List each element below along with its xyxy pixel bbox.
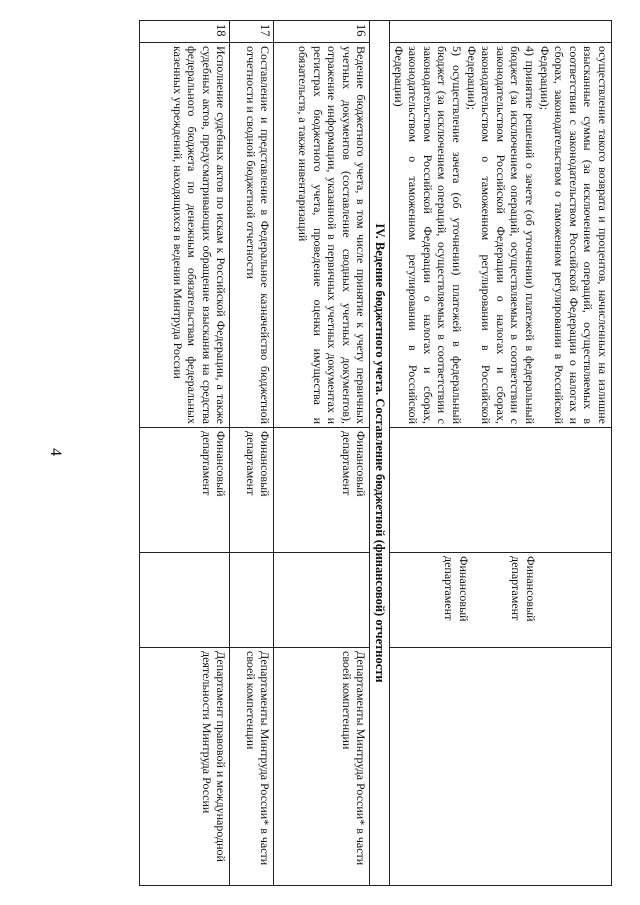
measure-text: осуществление такого возврата и процентов, начисленных на излишне взысканные суммы (за исключением операций, осуществляемых в соответствии с законодательством Российской Федерации о налогах и сборах, законодательством о таможенном регулировании в Российской Федерации);: [537, 46, 610, 424]
table-row-continued: [390, 21, 612, 886]
cell-spacer: [471, 556, 509, 644]
measure-text: 5) осуществление зачета (об уточнении) платежей в федеральный бюджет (за исключением операций, осуществляемых в соответствии с законодательством Российской Федерации о налогах и сборах, законодательством о таможенном регулировании в Российской Федерации): [391, 46, 465, 424]
measure-cell: [390, 43, 612, 428]
responsible-cell: Финансовый департамент: [230, 428, 274, 553]
cell-spacer: [538, 556, 610, 644]
spacer-cell: [140, 553, 230, 648]
responsible-text: Финансовый департамент: [442, 556, 471, 622]
section-heading: IV. Ведение бюджетного учета. Составление бюджетной (финансовой) отчетности: [370, 21, 390, 886]
row-number-cell: 17: [230, 21, 274, 43]
table-row: [274, 21, 370, 886]
spacer-cell: [274, 553, 370, 648]
row-number-cell: 18: [140, 21, 230, 43]
participants-cell: Департамент правовой и международной деятельности Минтруда России: [140, 648, 230, 886]
section-heading-row: [370, 21, 390, 886]
measure-cell: Исполнение судебных актов по искам к Российской Федерации, а также судебных актов, предусматривающих обращение взыскания на средства федерального бюджета по денежным обязательствам федеральных казенных учреждений, находящихся в ведении Минтруда России: [140, 43, 230, 428]
responsible-cell: Финансовый департамент: [140, 428, 230, 553]
procedures-table: [140, 20, 613, 886]
table-row: [230, 21, 274, 886]
rotated-page-content: [12, 20, 612, 885]
measure-text: 4) принятие решений о зачете (об уточнении) платежей в федеральный бюджет (за исключением операций, осуществляемых в соответствии с законодательством Российской Федерации о налогах и сборах, законодательством о таможенном регулировании в Российской Федерации);: [464, 46, 538, 424]
row-number-cell: [390, 21, 612, 43]
participants-cell: Департаменты Минтруда России* в части своей компетенции: [274, 648, 370, 886]
spacer-cell: [390, 428, 612, 553]
measure-cell: Составление и представление в Федеральное казначейство бюджетной отчетности и сводной бюджетной отчетности: [230, 43, 274, 428]
row-number-cell: 16: [274, 21, 370, 43]
spacer-cell: [230, 553, 274, 648]
responsible-cell: [390, 553, 612, 648]
participants-cell: [390, 648, 612, 886]
page-number: 4: [47, 448, 64, 456]
responsible-cell: Финансовый департамент: [274, 428, 370, 553]
table-row: [140, 21, 230, 886]
responsible-text: Финансовый департамент: [509, 556, 538, 622]
participants-cell: Департаменты Минтруда России* в части своей компетенции: [230, 648, 274, 886]
measure-cell: Ведение бюджетного учета, в том числе принятие к учету первичных учетных документов (составление сводных учетных документов), отражение информации, указанной в первичных учетных документах и регистрах бюджетного учета, проведение оценки имущества и обязательств, а также инвентаризаций: [274, 43, 370, 428]
